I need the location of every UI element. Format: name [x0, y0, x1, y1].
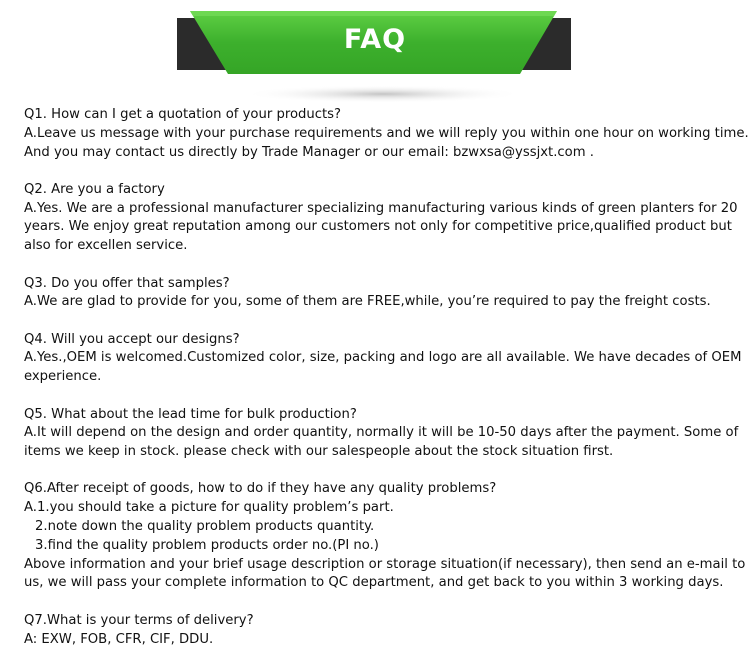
faq-answer-line: A.Yes. We are a professional manufacturer specializing manufacturing various kinds of green planters for 20	[24, 200, 738, 216]
faq-item-q6	[24, 480, 746, 593]
faq-item-q4	[24, 331, 742, 387]
faq-answer-line: A.Yes.,OEM is welcomed.Customized color, size, packing and logo are all available. We have decades of OEM	[24, 350, 742, 366]
faq-question: Q2. Are you a factory	[24, 181, 165, 197]
faq-item-q1	[24, 106, 749, 162]
faq-answer-line: experience.	[24, 369, 102, 385]
faq-question: Q6.After receipt of goods, how to do if they have any quality problems?	[24, 481, 497, 497]
banner-shadow	[243, 85, 523, 103]
banner-ribbon-highlight	[190, 11, 557, 16]
faq-question: Q5. What about the lead time for bulk production?	[24, 406, 357, 422]
faq-answer-line: A: EXW, FOB, CFR, CIF, DDU.	[24, 631, 214, 647]
faq-question: Q4. Will you accept our designs?	[24, 331, 240, 347]
faq-answer-line: 2.note down the quality problem products quantity.	[35, 519, 375, 535]
banner-graphic	[0, 0, 750, 110]
faq-question: Q7.What is your terms of delivery?	[24, 612, 254, 628]
faq-answer-line: years. We enjoy great reputation among our customers not only for competitive price,qualified product but	[24, 219, 732, 235]
faq-list	[24, 106, 749, 668]
faq-answer-line: A.We are glad to provide for you, some of them are FREE,while, you’re required to pay the freight costs.	[24, 294, 711, 310]
faq-answer-line: A.Leave us message with your purchase requirements and we will reply you within one hour on working time.	[24, 125, 749, 141]
faq-answer-line: A.It will depend on the design and order quantity, normally it will be 10-50 days after the payment. Some of	[24, 425, 739, 441]
page-title: FAQ	[343, 24, 407, 55]
faq-question: Q1. How can I get a quotation of your products?	[24, 107, 342, 122]
faq-banner	[0, 0, 750, 110]
faq-answer-line: A.1.you should take a picture for quality problem’s part.	[24, 500, 394, 516]
faq-item-q5	[24, 406, 739, 462]
faq-item-q3	[24, 275, 724, 313]
faq-item-q7	[24, 612, 724, 650]
faq-answer-line: us, we will pass your complete information to QC department, and get back to you within 3 working days.	[24, 575, 724, 591]
faq-question: Q3. Do you offer that samples?	[24, 275, 230, 291]
faq-answer-line: also for excellen service.	[24, 238, 188, 254]
faq-answer-line: And you may contact us directly by Trade Manager or our email: bzwxsa@yssjxt.com .	[24, 144, 594, 160]
faq-answer-line: Above information and your brief usage description or storage situation(if necessary), then send an e-mail to	[24, 556, 746, 572]
faq-answer-line: items we keep in stock. please check with our salespeople about the stock situation first.	[24, 444, 614, 460]
faq-item-q2	[24, 181, 738, 256]
faq-answer-line: 3.find the quality problem products order no.(PI no.)	[35, 537, 379, 553]
